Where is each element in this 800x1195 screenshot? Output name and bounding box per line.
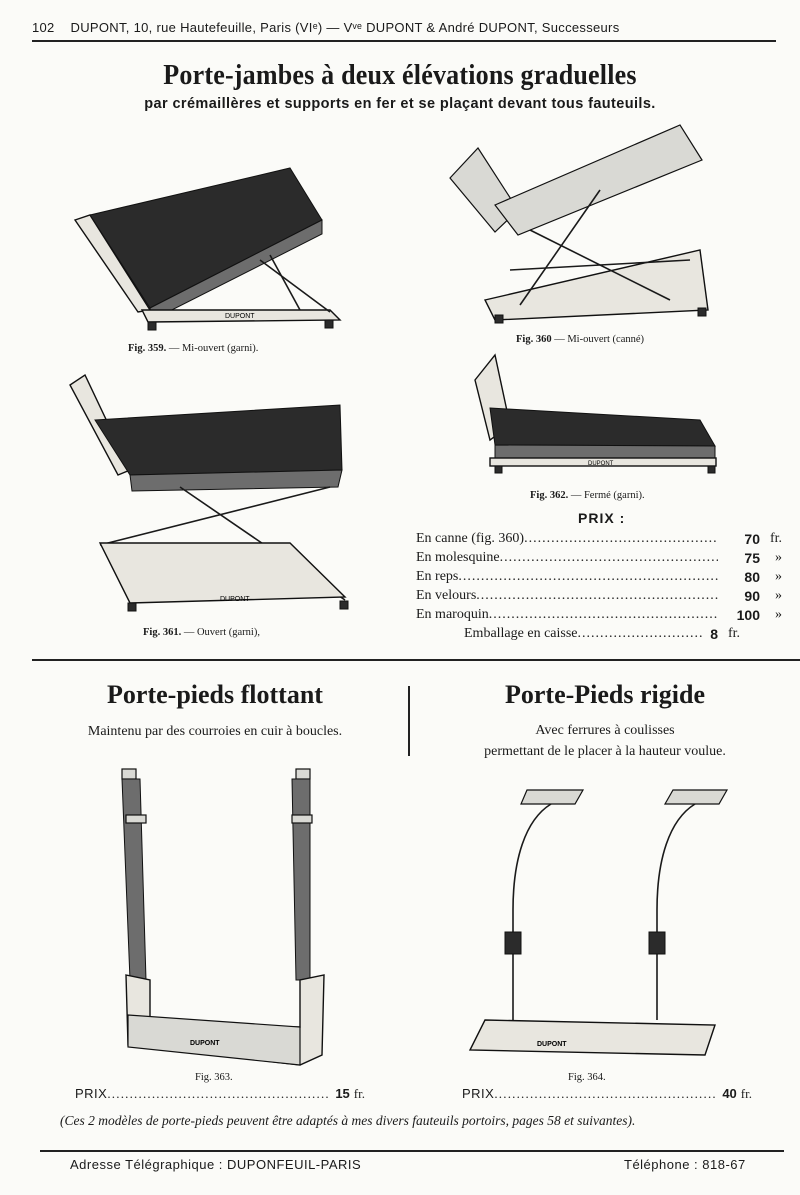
fig363-strap-left — [122, 779, 146, 980]
leader-dots — [458, 569, 718, 585]
figure-364-illustration — [465, 780, 745, 1070]
price-list-heading: PRIX : — [578, 510, 626, 526]
price-row-value: 75 — [744, 550, 760, 566]
packing-value: 8 — [710, 626, 718, 642]
caption-fig-361: Fig. 361. — Ouvert (garni), — [143, 627, 260, 638]
price-row — [416, 550, 782, 566]
subtitle-line-2: permettant de le placer à la hauteur voulue. — [484, 744, 726, 759]
page-number: 102 — [32, 20, 55, 35]
caption-fig-360: Fig. 360 — Mi-ouvert (canné) — [516, 334, 645, 345]
fig363-buckle-right — [296, 769, 310, 779]
price-label: PRIX — [75, 1086, 108, 1101]
fig362-cushion-side — [495, 445, 715, 458]
vertical-divider — [408, 686, 410, 756]
fig364-rod-right — [657, 804, 695, 1020]
fig361-cushion — [95, 405, 342, 475]
price-row-value: 100 — [736, 607, 760, 623]
price-row-unit: » — [775, 569, 782, 584]
price-row-flottant — [75, 1086, 365, 1102]
price-row-value: 80 — [744, 569, 760, 585]
footnote: (Ces 2 modèles de porte-pieds peuvent être adaptés à mes divers fauteuils portoirs, pages 58 et suivantes). — [60, 1113, 636, 1128]
section-title-porte-pieds-flottant: Porte-pieds flottant — [107, 680, 323, 709]
packing-unit: fr. — [727, 626, 740, 641]
price-row-value: 90 — [744, 588, 760, 604]
footer-telegraph-address: Adresse Télégraphique : DUPONFEUIL-PARIS — [70, 1157, 362, 1172]
fig360-foot-right — [698, 308, 706, 316]
price-label: PRIX — [462, 1086, 495, 1101]
fig364-base — [470, 1020, 715, 1055]
figure-361-illustration — [60, 375, 360, 620]
fig363-strap-buckle-left — [126, 815, 146, 823]
figure-360-illustration — [440, 120, 730, 330]
price-unit: fr. — [353, 1086, 365, 1101]
figure-362-illustration — [470, 350, 720, 480]
caption-fig-359: Fig. 359. — Mi-ouvert (garni). — [128, 343, 259, 354]
leader-dots — [489, 607, 718, 623]
header-rule — [32, 40, 776, 42]
price-row-value: 70 — [744, 531, 760, 547]
price-row-label: En molesquine — [416, 550, 500, 565]
fig360-seat-cane — [495, 125, 702, 235]
section-title-porte-jambes: Porte-jambes à deux élévations graduelles — [163, 60, 637, 91]
packing-label: Emballage en caisse — [464, 626, 578, 641]
fig363-buckle-left — [122, 769, 136, 779]
price-value: 15 — [335, 1086, 350, 1101]
price-row-unit: » — [775, 607, 782, 622]
fig359-support-arm — [260, 260, 330, 312]
leader-dots — [500, 550, 718, 566]
price-row — [416, 531, 782, 547]
price-row-rigide — [462, 1086, 752, 1102]
fig359-foot-right — [325, 320, 333, 328]
packing-row — [464, 626, 740, 642]
fig362-brand: DUPONT — [588, 461, 614, 467]
figure-359-illustration — [60, 160, 360, 340]
section-subtitle-porte-pieds-flottant: Maintenu par des courroies en cuir à boucles. — [87, 724, 343, 739]
fig364-brand: DUPONT — [537, 1041, 567, 1048]
fig364-pedal-left — [521, 790, 583, 804]
fig364-rod-left — [513, 804, 551, 1020]
price-row-unit: » — [775, 588, 782, 603]
fig363-strap-right — [292, 779, 310, 980]
leader-dots — [524, 531, 718, 547]
section-divider — [32, 659, 800, 661]
leader-dots — [107, 1086, 329, 1102]
price-row-label: En velours — [416, 588, 477, 603]
fig359-foot-left — [148, 322, 156, 330]
fig364-pedal-right — [665, 790, 727, 804]
fig360-foot-left — [495, 315, 503, 323]
price-row — [416, 607, 782, 623]
fig361-foot-left — [128, 603, 136, 611]
caption-fig-362: Fig. 362. — Fermé (garni). — [530, 490, 645, 501]
header-text: DUPONT, 10, rue Hautefeuille, Paris (VIᵉ) — Vᵛᵉ DUPONT & André DUPONT, Successeurs — [70, 20, 620, 35]
footer-rule — [40, 1150, 784, 1152]
fig363-strap-buckle-right — [292, 815, 312, 823]
fig359-support-arm-2 — [270, 255, 300, 310]
fig363-brand: DUPONT — [190, 1040, 220, 1047]
leader-dots — [476, 588, 718, 604]
fig364-clamp-left — [505, 932, 521, 954]
section-subtitle-porte-pieds-rigide — [440, 720, 770, 762]
fig364-clamp-right — [649, 932, 665, 954]
price-row — [416, 588, 782, 604]
section-subtitle-porte-jambes: par crémaillères et supports en fer et se plaçant devant tous fauteuils. — [144, 96, 656, 112]
price-row-unit: fr. — [769, 531, 782, 546]
price-row-label: En reps — [416, 569, 459, 584]
price-row-label: En maroquin — [416, 607, 489, 622]
price-row — [416, 569, 782, 585]
fig361-base — [100, 543, 345, 603]
fig362-foot-right — [708, 466, 715, 473]
figure-363-illustration — [110, 765, 340, 1070]
price-row-label: En canne (fig. 360) — [416, 531, 525, 546]
leader-dots — [578, 626, 704, 642]
price-row-unit: » — [775, 550, 782, 565]
footer-telephone: Téléphone : 818-67 — [624, 1157, 746, 1172]
fig361-foot-right — [340, 601, 348, 609]
page-header — [32, 20, 772, 35]
price-value: 40 — [722, 1086, 737, 1101]
fig362-cushion — [490, 408, 715, 446]
caption-fig-363: Fig. 363. — [195, 1072, 233, 1083]
leader-dots — [494, 1086, 716, 1102]
fig362-foot-left — [495, 466, 502, 473]
price-unit: fr. — [740, 1086, 752, 1101]
fig359-brand: DUPONT — [225, 313, 255, 320]
caption-fig-364: Fig. 364. — [568, 1072, 606, 1083]
fig361-arm-2 — [100, 487, 330, 545]
section-title-porte-pieds-rigide: Porte-Pieds rigide — [505, 680, 705, 709]
fig361-brand: DUPONT — [220, 596, 250, 603]
subtitle-line-1: Avec ferrures à coulisses — [535, 723, 675, 738]
